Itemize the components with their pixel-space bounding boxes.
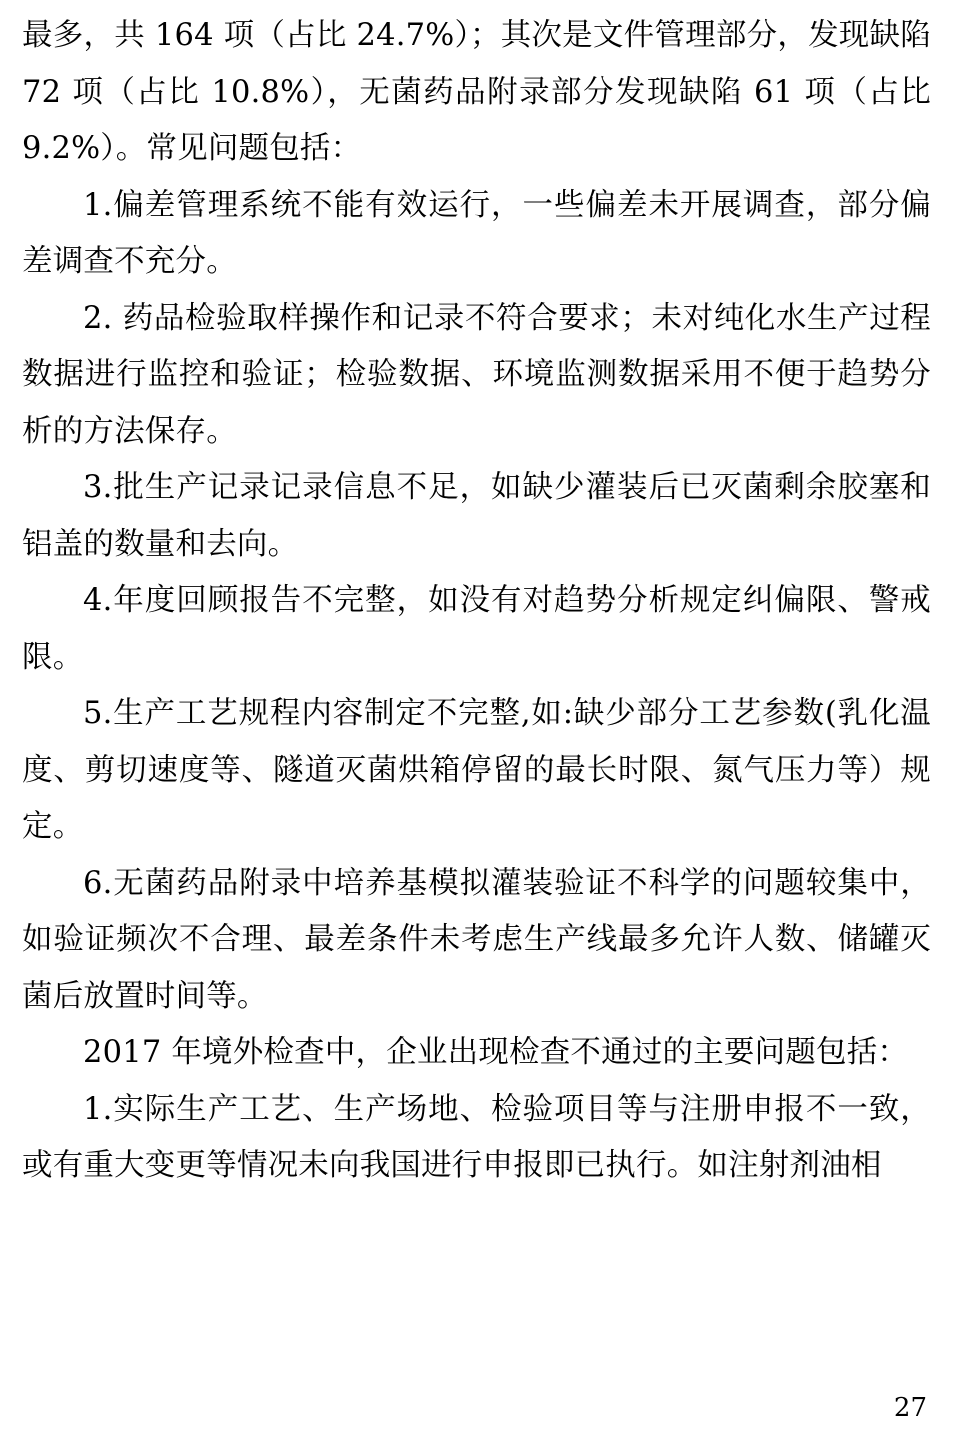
paragraph-item-4: 4.年度回顾报告不完整，如没有对趋势分析规定纠偏限、警戒限。 [22, 583, 931, 675]
paragraph-item-5: 5.生产工艺规程内容制定不完整,如:缺少部分工艺参数(乳化温度、剪切速度等、隧道灭菌烘箱停留的最长时限、氮气压力等）规定。 [22, 696, 931, 844]
paragraph-item-2: 2. 药品检验取样操作和记录不符合要求；未对纯化水生产过程数据进行监控和验证；检验数据、环境监测数据采用不便于趋势分析的方法保存。 [22, 300, 931, 449]
paragraph-continuation: 最多，共 164 项（占比 24.7%）；其次是文件管理部分，发现缺陷 72 项（占比 10.8%），无菌药品附录部分发现缺陷 61 项（占比 9.2%）。常见问题包括： [22, 18, 931, 166]
page-body [22, 8, 931, 1195]
paragraph-item-3: 3.批生产记录记录信息不足，如缺少灌装后已灭菌剩余胶塞和铝盖的数量和去向。 [22, 470, 931, 562]
page-number: 27 [893, 1393, 927, 1423]
paragraph-item-1: 1.偏差管理系统不能有效运行，一些偏差未开展调查，部分偏差调查不充分。 [22, 187, 931, 279]
paragraph-overseas-item-1: 1.实际生产工艺、生产场地、检验项目等与注册申报不一致，或有重大变更等情况未向我国进行申报即已执行。如注射剂油相 [22, 1091, 931, 1183]
paragraph-item-6: 6.无菌药品附录中培养基模拟灌装验证不科学的问题较集中，如验证频次不合理、最差条件未考虑生产线最多允许人数、储罐灭菌后放置时间等。 [22, 865, 931, 1014]
paragraph-2017-intro: 2017 年境外检查中，企业出现检查不通过的主要问题包括： [83, 1035, 909, 1070]
